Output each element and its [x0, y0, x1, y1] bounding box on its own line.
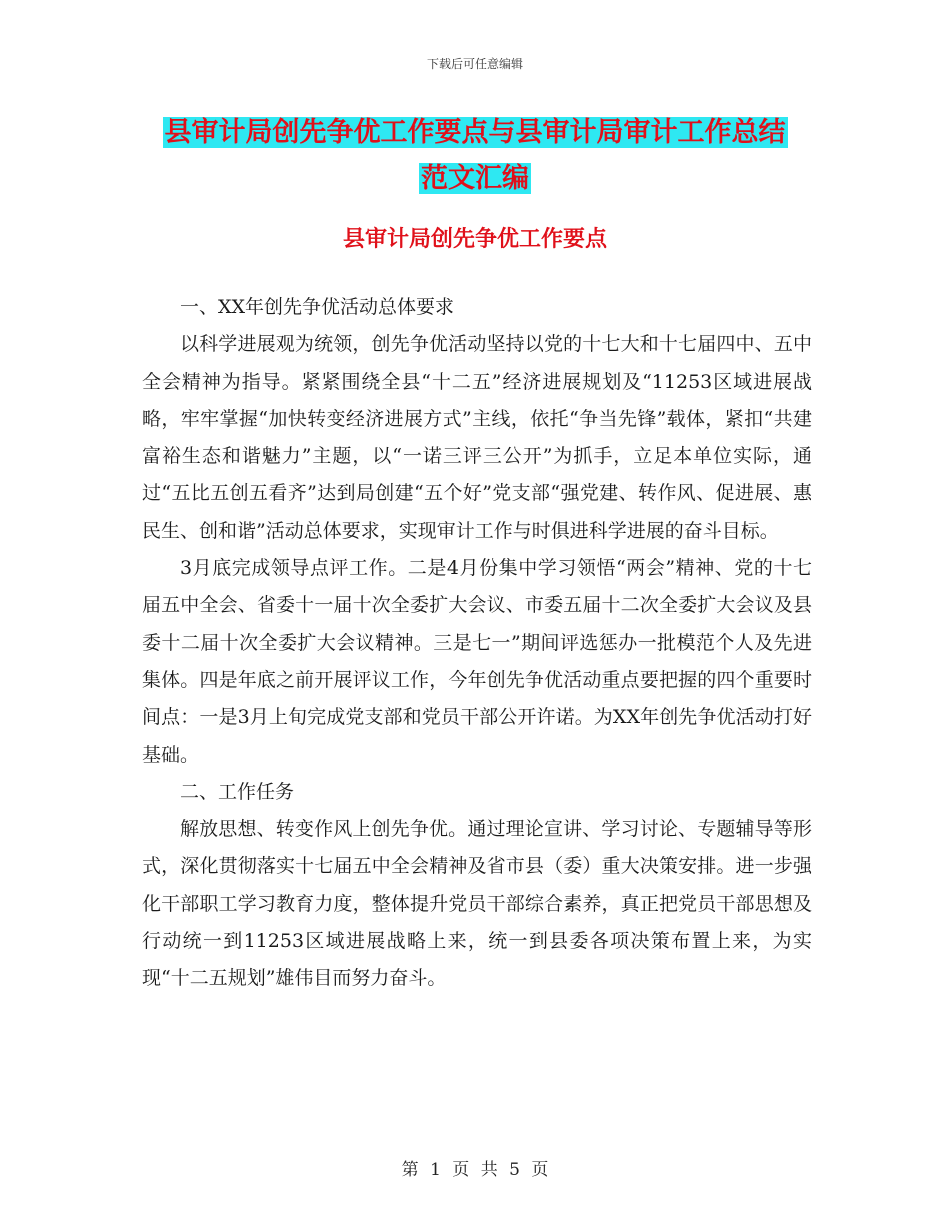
paragraph-work-tasks: 解放思想、转变作风上创先争优。通过理论宣讲、学习讨论、专题辅导等形式，深化贯彻落实十七届五中全会精神及省市县（委）重大决策安排。进一步强化干部职工学习教育力度，整体提升党员干部综合素养，真正把党员干部思想及行动统一到11253区域进展战略上来，统一到县委各项决策布置上来，为实现“十二五规划”雄伟目而努力奋斗。: [142, 818, 812, 990]
heading-general-requirements: 一、XX年创先争优活动总体要求: [180, 296, 455, 318]
document-title-line2: 范文汇编: [421, 163, 529, 194]
heading-work-tasks: 二、工作任务: [180, 780, 295, 803]
paragraph-general-requirements: 以科学进展观为统领，创先争优活动坚持以党的十七大和十七届四中、五中全会精神为指导。紧紧围绕全县“十二五”经济进展规划及“11253区域进展战略，牢牢掌握“加快转变经济进展方式”主线，依托“争当先锋”载体，紧扣“共建富裕生态和谐魅力”主题，以“一诺三评三公开”为抓手，立足本单位实际，通过“五比五创五看齐”达到局创建“五个好”党支部“强党建、转作风、促进展、惠民生、创和谐”活动总体要求，实现审计工作与时俱进科学进展的奋斗目标。: [142, 333, 812, 542]
header-note: 下载后可任意编辑: [426, 57, 523, 71]
paragraph-time-points: 3月底完成领导点评工作。二是4月份集中学习领悟“两会”精神、党的十七届五中全会、省委十一届十次全委扩大会议、市委五届十二次全委扩大会议及县委十二届十次全委扩大会议精神。三是七一”期间评选惩办一批模范个人及先进集体。四是年底之前开展评议工作，今年创先争优活动重点要把握的四个重要时间点：一是3月上旬完成党支部和党员干部公开许诺。为XX年创先争优活动打好基础。: [142, 557, 812, 766]
document-title-line1: 县审计局创先争优工作要点与县审计局审计工作总结: [164, 117, 786, 148]
document-body: [142, 289, 812, 998]
document-title: [0, 110, 950, 202]
section-title: 县审计局创先争优工作要点: [342, 227, 607, 252]
page-footer: 第 1 页 共 5 页: [401, 1160, 549, 1180]
